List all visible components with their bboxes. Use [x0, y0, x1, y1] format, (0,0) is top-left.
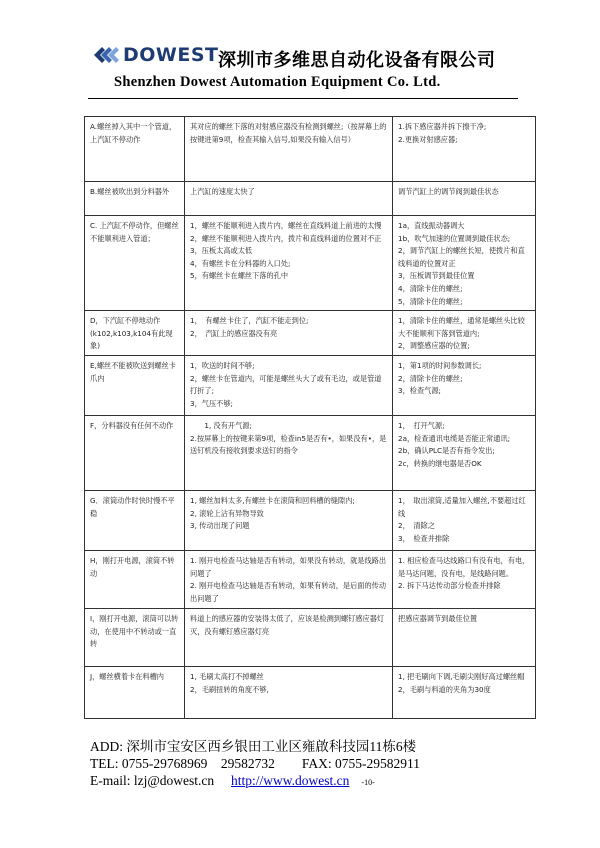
problem-text: G．滚筒动作时快时慢不平稳 [90, 496, 175, 518]
cause-text: 1, 螺丝加料太多,有螺丝卡在滚筒和回料槽的缝隙内; [190, 496, 355, 506]
cause-text: 其对应的螺丝下落的对射感应器没有检测到螺丝;（按屏幕上的按键进第9项，检查其输入信号,如果没有输入信号） [190, 122, 387, 144]
table-row [85, 182, 536, 216]
problem-cell [85, 551, 185, 609]
cause-text: 2, 滚轮上沾有异物导致 [190, 508, 264, 518]
table-row [85, 667, 536, 719]
company-name-english: Shenzhen Dowest Automation Equipment Co. Ltd. [114, 74, 441, 90]
solution-cell [393, 416, 536, 491]
cause-text: 3, 传动出现了问题 [190, 521, 250, 531]
cause-cell [185, 491, 393, 551]
cause-cell [185, 356, 393, 416]
problem-text: A.螺丝掉入其中一个管道，上汽缸不停动作 [90, 122, 177, 144]
letterhead [88, 40, 518, 110]
problem-text: F，分料器没有任何不动作 [90, 421, 174, 431]
company-name-chinese: 深圳市多维思自动化设备有限公司 [218, 50, 496, 71]
problem-text: B.螺丝被吹出到分料器外 [90, 187, 170, 196]
cause-text: 上汽缸的速度太快了 [190, 187, 255, 196]
solution-text: 调节汽缸上的调节阀到最佳状态 [398, 187, 499, 196]
cause-cell [185, 609, 393, 667]
problem-text: J，螺丝横着卡在料槽内 [90, 672, 164, 682]
problem-text: C. 上汽缸不停动作，但螺丝不能顺利进入管道； [90, 221, 179, 243]
cause-text: 1. 刚开电检查马达轴是否有转动，如果没有转动，就是线路出问题了 [190, 556, 387, 578]
problem-cell [85, 667, 185, 719]
cause-cell [185, 551, 393, 609]
solution-text: 2a，检查通讯电缆是否能正常通讯; [398, 433, 511, 443]
table-row [85, 216, 536, 311]
cause-cell [185, 667, 393, 719]
cause-cell [185, 117, 393, 182]
solution-text: 1.拆下感应器并拆下擦干净; [398, 122, 487, 131]
solution-text: 2c，转换的继电器是否OK [398, 458, 482, 468]
solution-text: 1，清除卡住的螺丝，通常是螺丝头比较大不能顺利下落到管道内; [398, 316, 525, 338]
cause-cell [185, 216, 393, 311]
solution-text: 1b，吹气加速的位置调到最佳状态; [398, 233, 511, 243]
table-row [85, 609, 536, 667]
footer [90, 738, 550, 791]
header-divider [88, 98, 518, 99]
cause-text: 2，螺丝卡在管道内，可能是螺丝头大了或有毛边，或是管道打折了; [190, 373, 382, 396]
solution-text: 把感应器调节到最佳位置 [398, 614, 478, 624]
problem-text: D，下汽缸不停地动作(k102,k103,k104有此现象) [90, 316, 173, 351]
email-address: lzj@dowest.cn [133, 773, 215, 788]
cause-cell [185, 311, 393, 356]
problem-cell [85, 416, 185, 491]
table-row [85, 416, 536, 491]
problem-text: H，刚打开电源，滚筒不转动 [90, 556, 175, 578]
solution-text: 1. 相应检查马达线路口有没有电，有电，是马达问题，没有电，是线路问题。 [398, 556, 530, 578]
solution-cell [393, 551, 536, 609]
email-label: E-mail: [90, 773, 134, 788]
problem-cell [85, 609, 185, 667]
footer-phone-fax: TEL: 0755-29768969 29582732 FAX: 0755-29582911 [90, 756, 420, 771]
solution-cell [393, 182, 536, 216]
cause-cell [185, 182, 393, 216]
solution-text: 2，调节汽缸上的螺丝长短，使拨片和直线料道的位置对正 [398, 246, 525, 268]
solution-text: 2， 清除之 [398, 521, 435, 531]
dowest-logo-icon [92, 44, 120, 66]
cause-text: 料道上的感应器的安装得太低了，应该是检测到螺钉感应器灯灭，没有螺钉感应器灯亮 [190, 614, 385, 636]
solution-text: 1a，直线振动器调大 [398, 221, 465, 230]
troubleshooting-table [84, 116, 536, 719]
cause-text: 2，毛刷扭转的角度不够, [190, 684, 269, 694]
cause-text: 1， 有螺丝卡住了，汽缸不能走到位; [190, 316, 309, 326]
solution-text: 2.更换对射感应器; [398, 134, 458, 144]
solution-cell [393, 311, 536, 356]
solution-text: 2. 拆下马达传动部分检查并排除 [398, 581, 501, 591]
page-number: -10- [361, 778, 375, 787]
solution-cell [393, 216, 536, 311]
solution-cell [393, 491, 536, 551]
table-row [85, 491, 536, 551]
solution-cell [393, 609, 536, 667]
problem-cell [85, 356, 185, 416]
solution-cell [393, 667, 536, 719]
problem-cell [85, 216, 185, 311]
cause-text: 2， 汽缸上的感应器没有亮 [190, 328, 278, 338]
solution-cell [393, 356, 536, 416]
cause-text: 1，吹送的时间不够; [190, 361, 255, 371]
solution-cell [393, 117, 536, 182]
solution-text: 3， 检查并排除 [398, 533, 450, 543]
cause-text: 3，压板太高或太低 [190, 246, 253, 256]
table-row [85, 551, 536, 609]
problem-text: I，刚打开电源，滚筒可以转动，在使用中不转动或一直转 [90, 614, 179, 649]
footer-address: ADD: 深圳市宝安区西乡银田工业区雍啟科技园11栋6楼 [90, 739, 417, 754]
solution-text: 2，清除卡住的螺丝; [398, 373, 463, 383]
solution-text: 1， 取出滚筒,适量加入螺丝,不要超过红线 [398, 496, 526, 518]
solution-text: 2，调整感应器的位置; [398, 341, 470, 351]
solution-text: 1，第1项的时间参数调长; [398, 361, 482, 371]
problem-cell [85, 491, 185, 551]
solution-text: 3，检查气源; [398, 386, 441, 396]
problem-cell [85, 311, 185, 356]
cause-text: 2.按屏幕上的按键来第9项，检查in5是否有•，如果没有•，是送钉机没有接收到要求送钉的指令 [190, 433, 387, 456]
problem-cell [85, 182, 185, 216]
cause-text: 1，螺丝不能顺利进入拨片内，螺丝在直线料道上前进的太慢 [190, 221, 382, 230]
solution-text: 3，压板调节到最佳位置 [398, 271, 475, 281]
cause-text: 1, 没有开气源; [190, 421, 252, 431]
company-logo [92, 44, 219, 66]
table-row [85, 117, 536, 182]
cause-text: 3，气压不够; [190, 398, 233, 408]
footer-contact-line [90, 772, 550, 791]
solution-text: 2b，确认PLC是否有指令发出; [398, 446, 495, 456]
cause-text: 2，螺丝不能顺利进入拨片内，拨片和直线料道的位置对不正 [190, 233, 382, 243]
solution-text: 5，清除卡住的螺丝; [398, 296, 463, 306]
cause-text: 2. 刚开电检查马达轴是否有转动，如果有转动，是后面的传动出问题了 [190, 581, 387, 603]
cause-cell [185, 416, 393, 491]
solution-text: 4，清除卡住的螺丝; [398, 283, 463, 293]
cause-text: 1, 毛刷太高打不掉螺丝 [190, 672, 264, 682]
problem-text: E,螺丝不能被吹送到螺丝卡爪内 [90, 361, 176, 383]
problem-cell [85, 117, 185, 182]
website-link[interactable]: http://www.dowest.cn [231, 773, 350, 788]
cause-text: 5，有螺丝卡在螺丝下落的孔中 [190, 271, 289, 281]
solution-text: 2，毛刷与料道的夹角为30度 [398, 684, 491, 694]
table-row [85, 356, 536, 416]
solution-text: 1, 把毛刷向下调,毛刷尖刚好高过螺丝帽 [398, 672, 525, 682]
logo-text: DOWEST [123, 44, 219, 66]
cause-text: 4，有螺丝卡在分料器的入口处; [190, 258, 291, 268]
table-row [85, 311, 536, 356]
solution-text: 1， 打开气源; [398, 421, 445, 431]
